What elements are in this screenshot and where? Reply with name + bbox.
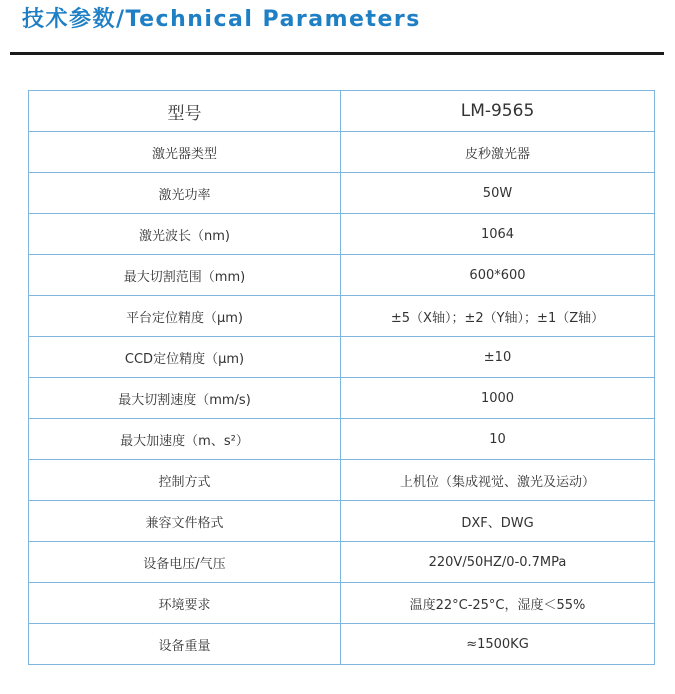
param-label: CCD定位精度（μm) — [29, 337, 341, 378]
table-row — [29, 583, 655, 624]
header-label-cell: 型号 — [29, 91, 341, 132]
param-value: 50W — [341, 173, 655, 214]
param-label: 最大切割速度（mm/s) — [29, 378, 341, 419]
table-row — [29, 624, 655, 665]
param-value: 1064 — [341, 214, 655, 255]
param-value: 600*600 — [341, 255, 655, 296]
table-row — [29, 296, 655, 337]
param-label: 激光器类型 — [29, 132, 341, 173]
param-label: 平台定位精度（μm) — [29, 296, 341, 337]
param-label: 最大加速度（m、s²） — [29, 419, 341, 460]
param-label: 环境要求 — [29, 583, 341, 624]
table-row — [29, 460, 655, 501]
table-row — [29, 214, 655, 255]
param-value: 皮秒激光器 — [341, 132, 655, 173]
param-label: 最大切割范围（mm) — [29, 255, 341, 296]
param-value: 10 — [341, 419, 655, 460]
table-row — [29, 173, 655, 214]
param-value: ±10 — [341, 337, 655, 378]
param-value: 220V/50HZ/0-0.7MPa — [341, 542, 655, 583]
param-label: 控制方式 — [29, 460, 341, 501]
param-value: ±5（X轴）；±2（Y轴）；±1（Z轴） — [341, 296, 655, 337]
title-divider — [10, 52, 664, 55]
table-row — [29, 501, 655, 542]
table-header-row — [29, 91, 655, 132]
spec-table — [28, 90, 655, 665]
page-title: 技术参数/Technical Parameters — [22, 7, 421, 32]
table-row — [29, 132, 655, 173]
header-value-cell: LM-9565 — [341, 91, 655, 132]
param-value: 温度22°C-25°C，湿度＜55% — [341, 583, 655, 624]
param-label: 设备重量 — [29, 624, 341, 665]
table-row — [29, 542, 655, 583]
param-label: 激光功率 — [29, 173, 341, 214]
param-value: 1000 — [341, 378, 655, 419]
param-label: 兼容文件格式 — [29, 501, 341, 542]
param-value: DXF、DWG — [341, 501, 655, 542]
param-value: 上机位（集成视觉、激光及运动） — [341, 460, 655, 501]
param-label: 设备电压/气压 — [29, 542, 341, 583]
param-label: 激光波长（nm) — [29, 214, 341, 255]
table-row — [29, 255, 655, 296]
param-value: ≈1500KG — [341, 624, 655, 665]
table-row — [29, 419, 655, 460]
table-row — [29, 378, 655, 419]
table-row — [29, 337, 655, 378]
